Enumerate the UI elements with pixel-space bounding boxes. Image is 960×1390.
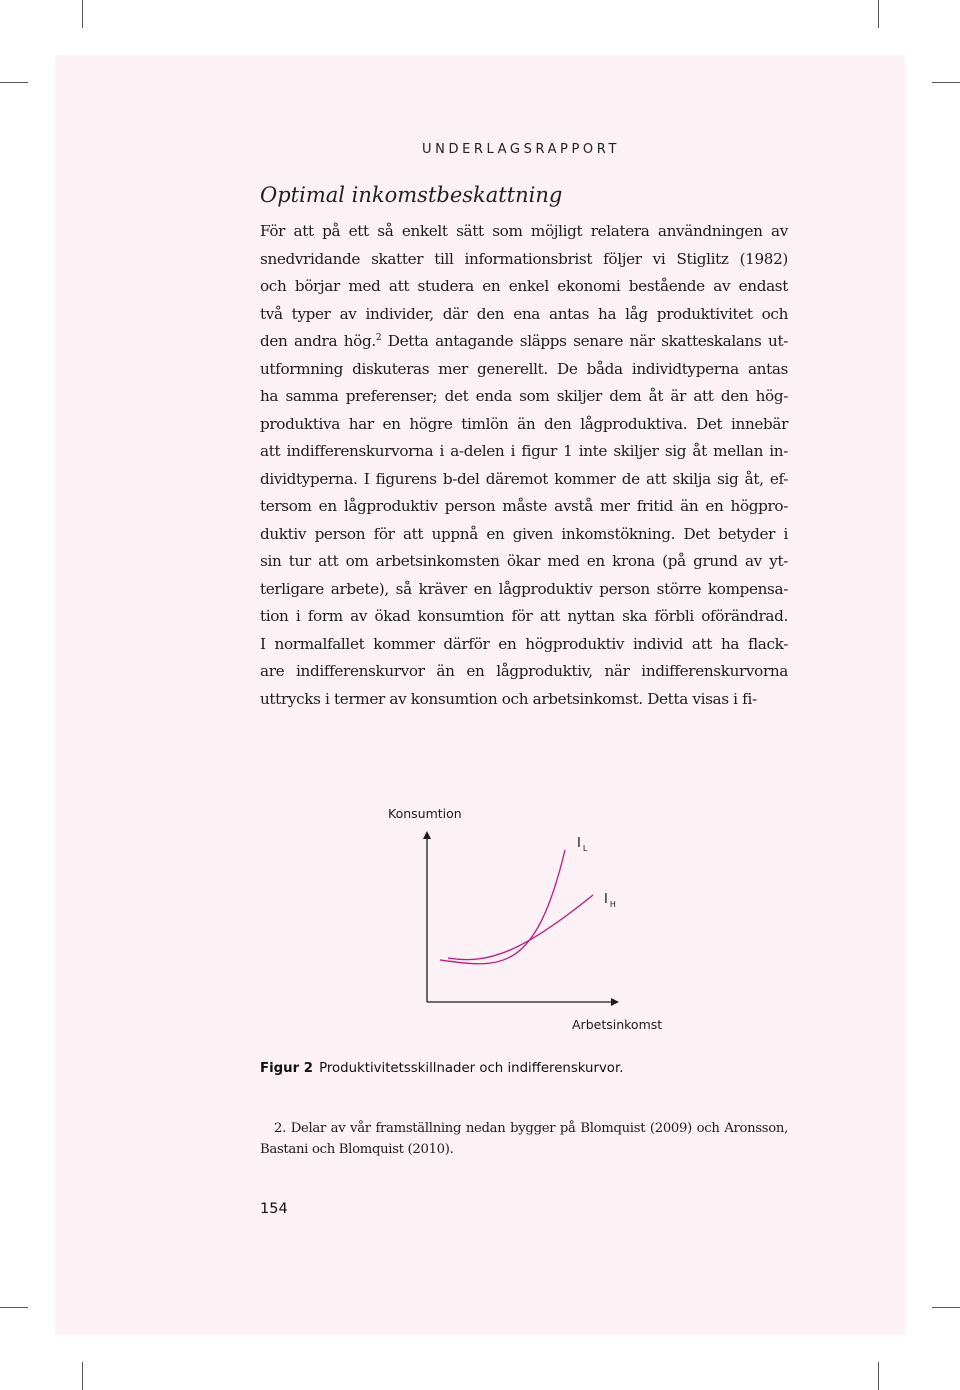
figure-graphic — [380, 800, 680, 1040]
running-head: UNDERLAGSRAPPORT — [422, 142, 620, 157]
body-text — [260, 218, 788, 713]
footnote-number: 2. — [274, 1121, 286, 1136]
body-line: I normalfallet kommer därför en högproduktiv individ att ha flack- — [260, 634, 788, 653]
body-line: För att på ett så enkelt sätt som möjligt relatera användningen av — [260, 222, 788, 240]
body-line: sin tur att om arbetsinkomsten ökar med en krona (på grund av yt- — [260, 552, 788, 570]
crop-mark — [932, 82, 960, 83]
figure-caption — [260, 1061, 623, 1076]
crop-mark — [878, 0, 879, 28]
footnote-reference: 2 — [375, 333, 382, 343]
body-line-rest: Detta antagande släpps senare när skatteskalans ut- — [381, 332, 788, 350]
crop-mark — [878, 1362, 879, 1390]
indifference-curve-figure — [380, 800, 680, 1040]
page-number: 154 — [260, 1201, 288, 1217]
curve-label-low: I $_L$ — [577, 836, 588, 853]
body-line: och börjar med att studera en enkel ekonomi bestående av endast — [260, 277, 788, 295]
footnote-line: Bastani och Blomquist (2010). — [260, 1142, 454, 1157]
footnote-text: Delar av vår framställning nedan bygger på Blomquist (2009) och Aronsson, — [290, 1121, 788, 1136]
body-line: dividtyperna. I figurens b-del däremot kommer de att skilja sig åt, ef- — [260, 469, 788, 488]
crop-mark — [0, 82, 28, 83]
body-line: ha samma preferenser; det enda som skiljer dem åt är att den hög- — [260, 387, 788, 405]
footnote — [260, 1118, 788, 1160]
body-line: tion i form av ökad konsumtion för att nyttan ska förbli oförändrad. — [260, 607, 788, 625]
curve-label-high: I $_H$ — [604, 892, 616, 909]
indifference-curve-low — [440, 850, 565, 964]
body-line-start: den andra hög. — [260, 332, 376, 350]
crop-mark — [82, 0, 83, 28]
body-line: uttrycks i termer av konsumtion och arbetsinkomst. Detta visas i fi- — [260, 689, 757, 708]
section-title: Optimal inkomstbeskattning — [260, 183, 563, 207]
body-line: tersom en lågproduktiv person måste avstå mer fritid än en högpro- — [260, 497, 788, 515]
figure-caption-label: Figur 2 — [260, 1061, 314, 1076]
crop-mark — [0, 1307, 28, 1308]
y-axis-label: Konsumtion — [388, 806, 462, 821]
body-line: produktiva har en högre timlön än den lågproduktiva. Det innebär — [260, 414, 788, 433]
crop-mark — [932, 1307, 960, 1308]
x-axis-label: Arbetsinkomst — [572, 1017, 663, 1032]
body-line: duktiv person för att uppnå en given inkomstökning. Det betyder i — [260, 524, 788, 543]
body-line: att indifferenskurvorna i a-delen i figur 1 inte skiljer sig åt mellan in- — [260, 442, 788, 460]
body-line: utformning diskuteras mer generellt. De båda individtyperna antas — [260, 359, 788, 378]
figure-caption-text: Produktivitetsskillnader och indifferenskurvor. — [319, 1061, 624, 1076]
body-line: två typer av individer, där den ena antas ha låg produktivitet och — [260, 304, 788, 323]
crop-mark — [82, 1362, 83, 1390]
body-line: terligare arbete), så kräver en lågproduktiv person större kompensa- — [260, 579, 788, 598]
body-line: are indifferenskurvor än en lågproduktiv, när indifferenskurvorna — [260, 662, 788, 680]
footnote-line — [260, 1118, 788, 1139]
body-line: snedvridande skatter till informationsbrist följer vi Stiglitz (1982) — [260, 249, 788, 268]
body-line-with-footnote — [260, 328, 788, 356]
